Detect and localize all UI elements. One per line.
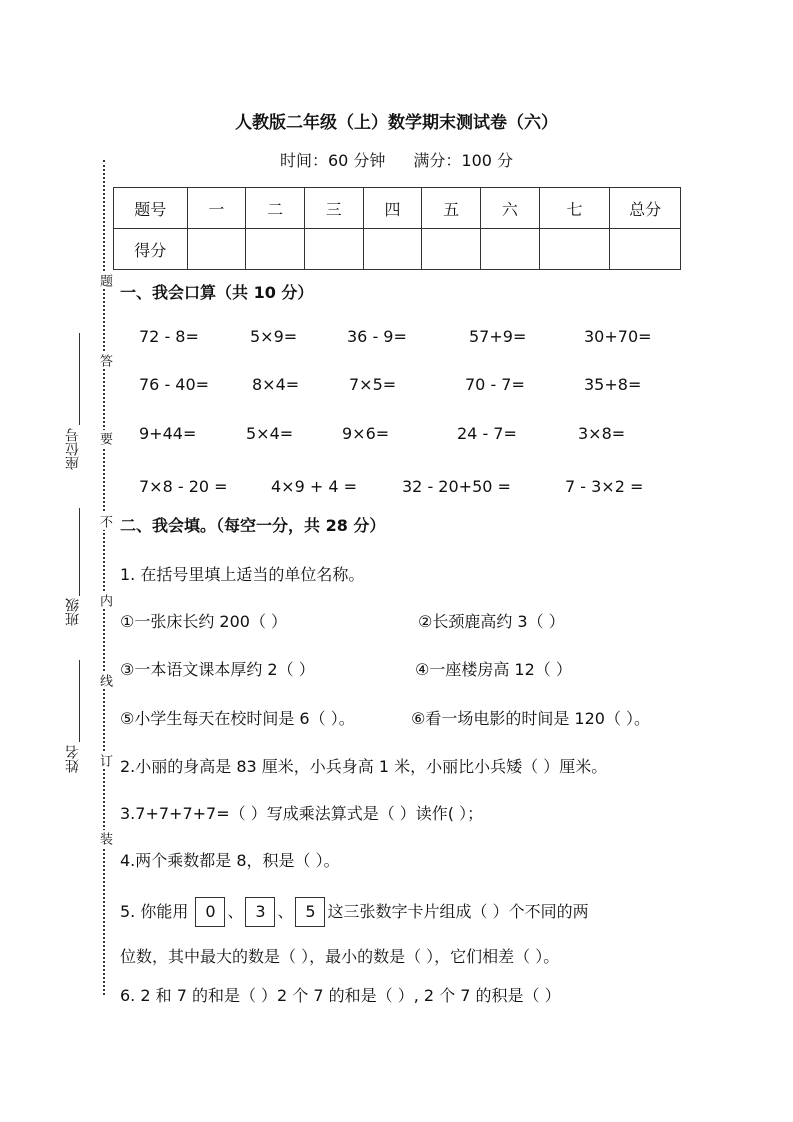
question-5 <box>120 897 589 927</box>
unit-item: ④一座楼房高 12（ ） <box>415 660 572 679</box>
question-3: 3.7+7+7+7=（ ）写成乘法算式是（ ）读作( ）； <box>120 804 484 823</box>
header-cell: 总分 <box>610 188 681 229</box>
arithmetic-item: 7 - 3×2 = <box>565 477 644 496</box>
header-cell: 七 <box>539 188 610 229</box>
score-cell[interactable] <box>539 229 610 270</box>
score-table <box>113 187 681 270</box>
name-field[interactable] <box>79 660 80 742</box>
unit-item: ⑤小学生每天在校时间是 6（ ）。 <box>120 709 355 728</box>
arithmetic-item: 76 - 40= <box>139 375 210 394</box>
unit-item: ③一本语文课本厚约 2（ ） <box>120 660 315 679</box>
page-title: 人教版二年级（上）数学期末测试卷（六） <box>235 113 558 133</box>
unit-item: ②长颈鹿高约 3（ ） <box>418 612 565 631</box>
question-1: 1. 在括号里填上适当的单位名称。 <box>120 565 365 584</box>
arithmetic-item: 8×4= <box>252 375 300 394</box>
section2-heading: 二、我会填。（每空一分，共 28 分） <box>120 516 386 535</box>
score-cell[interactable] <box>246 229 305 270</box>
arithmetic-item: 5×4= <box>246 424 294 443</box>
arithmetic-item: 9+44= <box>139 424 197 443</box>
header-cell: 五 <box>422 188 481 229</box>
score-cell[interactable] <box>422 229 481 270</box>
question-2: 2.小丽的身高是 83 厘米，小兵身高 1 米，小丽比小兵矮（ ）厘米。 <box>120 757 608 776</box>
header-cell: 三 <box>304 188 363 229</box>
arithmetic-item: 35+8= <box>584 375 642 394</box>
digit-card-5: 5 <box>295 897 325 927</box>
arithmetic-item: 4×9 + 4 = <box>271 477 358 496</box>
time-label: 时间：60 分钟 <box>279 151 386 170</box>
question-6: 6. 2 和 7 的和是（ ）2 个 7 的和是（ ）, 2 个 7 的积是（ ） <box>120 986 561 1005</box>
seat-number-label: 座位号 <box>65 428 81 470</box>
seat-number-field[interactable] <box>79 333 80 425</box>
score-table-header-row <box>114 188 681 229</box>
unit-item: ①一张床长约 200（ ） <box>120 612 288 631</box>
arithmetic-item: 7×8 - 20 = <box>139 477 228 496</box>
question-5-prefix: 5. 你能用 <box>120 902 189 921</box>
binding-char: 装 <box>97 832 112 845</box>
unit-item: ⑥看一场电影的时间是 120（ ）。 <box>411 709 651 728</box>
header-cell: 二 <box>246 188 305 229</box>
score-cell[interactable] <box>304 229 363 270</box>
arithmetic-item: 30+70= <box>584 327 652 346</box>
arithmetic-item: 70 - 7= <box>465 375 525 394</box>
row-label-cell: 得分 <box>114 229 188 270</box>
binding-char: 内 <box>97 594 112 607</box>
section1-heading: 一、我会口算（共 10 分） <box>120 283 314 302</box>
class-label: 班级 <box>65 598 81 626</box>
separator: 、 <box>227 902 244 921</box>
binding-char: 不 <box>97 515 112 528</box>
arithmetic-item: 9×6= <box>342 424 390 443</box>
question-5-suffix: 这三张数字卡片组成（ ）个不同的两 <box>327 902 589 921</box>
header-cell: 一 <box>187 188 246 229</box>
arithmetic-item: 57+9= <box>469 327 527 346</box>
arithmetic-item: 7×5= <box>349 375 397 394</box>
arithmetic-item: 36 - 9= <box>347 327 407 346</box>
header-cell: 题号 <box>114 188 188 229</box>
digit-card-0: 0 <box>195 897 225 927</box>
score-cell[interactable] <box>481 229 540 270</box>
name-label: 姓名 <box>65 745 81 773</box>
score-label: 满分：100 分 <box>413 151 514 170</box>
binding-char: 要 <box>97 432 112 445</box>
digit-card-3: 3 <box>245 897 275 927</box>
arithmetic-item: 3×8= <box>578 424 626 443</box>
exam-info <box>0 148 793 171</box>
score-cell[interactable] <box>363 229 422 270</box>
score-cell[interactable] <box>610 229 681 270</box>
arithmetic-item: 24 - 7= <box>457 424 517 443</box>
score-table-score-row <box>114 229 681 270</box>
binding-char: 题 <box>97 274 112 287</box>
binding-char: 订 <box>97 754 112 767</box>
question-4: 4.两个乘数都是 8，积是（ ）。 <box>120 851 340 870</box>
separator: 、 <box>277 902 294 921</box>
arithmetic-item: 72 - 8= <box>139 327 199 346</box>
binding-char: 答 <box>97 354 112 367</box>
score-cell[interactable] <box>187 229 246 270</box>
binding-char: 线 <box>97 674 112 687</box>
header-cell: 四 <box>363 188 422 229</box>
class-field[interactable] <box>79 508 80 596</box>
header-cell: 六 <box>481 188 540 229</box>
question-5-line2: 位数，其中最大的数是（ ），最小的数是（ ），它们相差（ ）。 <box>120 947 560 966</box>
arithmetic-item: 5×9= <box>250 327 298 346</box>
arithmetic-item: 32 - 20+50 = <box>402 477 511 496</box>
